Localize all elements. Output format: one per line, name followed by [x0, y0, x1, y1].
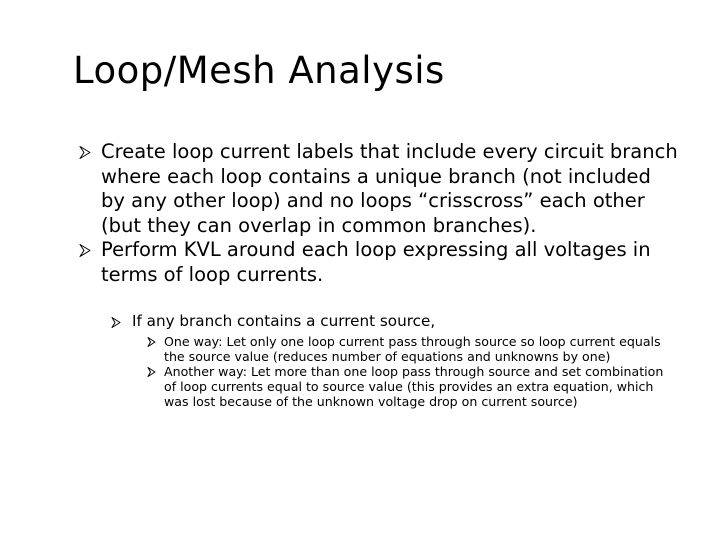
bullet-item — [79, 238, 679, 287]
sub-sub-bullet-text: Another way: Let more than one loop pass through source and set combination of loop currents equal to source value (this provides an extra equation, which was lost because of the unknown voltage drop on current source) — [164, 364, 664, 409]
arrow-bullet-icon — [111, 317, 121, 328]
sub-bullet-text: If any branch contains a current source, — [132, 312, 436, 330]
arrow-bullet-icon — [147, 367, 156, 377]
arrow-bullet-icon — [79, 146, 91, 159]
sub-sub-bullet-item — [147, 364, 677, 409]
arrow-bullet-icon — [147, 337, 156, 347]
slide-title: Loop/Mesh Analysis — [73, 49, 445, 92]
sub-sub-bullet-list — [147, 334, 677, 409]
sub-bullet-list — [111, 312, 631, 331]
bullet-text: Create loop current labels that include every circuit branch where each loop contains a unique branch (not included by any other loop) and no loops “crisscross” each other (but they can overlap in common branches). — [101, 140, 678, 237]
sub-sub-bullet-text: One way: Let only one loop current pass through source so loop current equals the source value (reduces number of equations and unknowns by one) — [164, 334, 661, 364]
bullet-text: Perform KVL around each loop expressing all voltages in terms of loop currents. — [101, 238, 651, 286]
sub-bullet-item — [111, 312, 631, 331]
bullet-list — [79, 140, 679, 287]
bullet-item — [79, 140, 679, 238]
sub-sub-bullet-item — [147, 334, 677, 364]
arrow-bullet-icon — [79, 244, 91, 257]
